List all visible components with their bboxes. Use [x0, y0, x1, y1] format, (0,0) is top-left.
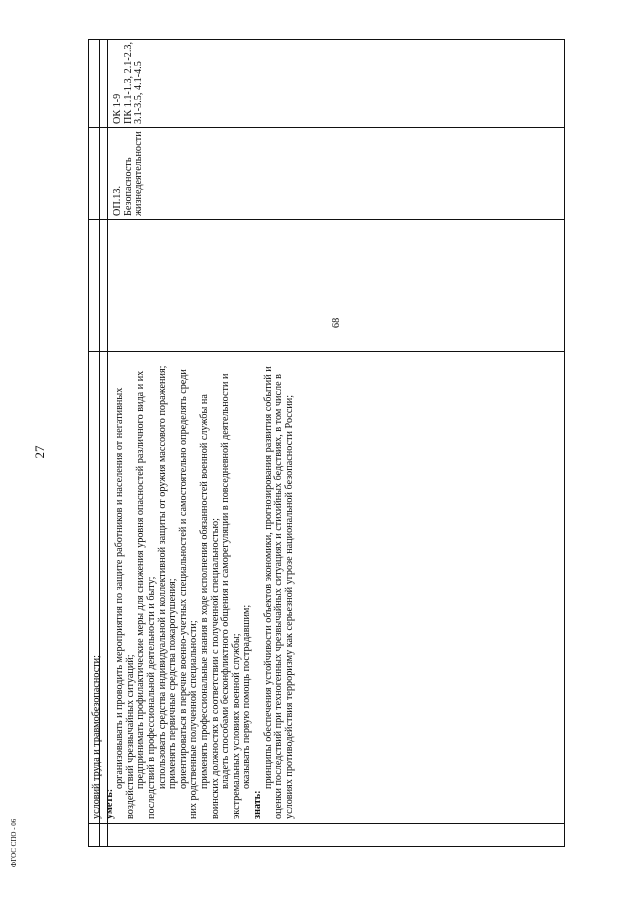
curriculum-table [88, 39, 565, 847]
competencies-cell: ОК 1-9 ПК 1.1-1.3, 2.1-2.3, 3.1-3.5, 4.1-4.5 [112, 41, 145, 124]
page-number: 27 [32, 445, 47, 459]
hours-cell: 68 [331, 317, 342, 328]
knowledge-item: принципы обеспечения устойчивости объектов экономики, прогнозирования развития событий и оценки последствий при техногенных чрезвычайных ситуациях и стихийных бедствиях, в том числе в условиях противодействия терроризму как серьезной угрозе национальной безопасности России; [262, 366, 295, 819]
page-footer: ФГОС СПО - 06 [10, 818, 18, 868]
skill-item: применять профессиональные знания в ходе исполнения обязанностей военной службы на воинских должностях в соответствии с полученной специальностью; [198, 394, 221, 819]
skill-item: использовать средства индивидуальной и коллективной защиты от оружия массового поражения; [156, 365, 168, 789]
skill-item: применять первичные средства пожаротушения; [167, 578, 179, 789]
column-divider [89, 127, 564, 128]
skills-heading: уметь: [103, 788, 115, 819]
skill-item: ориентироваться в перечне военно-учетных специальностей и самостоятельно определять среди них родственные полученной специальности; [177, 369, 200, 819]
skill-item: организовывать и проводить мероприятия по защите работников и населения от негативных воздействий чрезвычайных ситуаций; [114, 387, 136, 819]
knowledge-heading: знать: [251, 790, 263, 819]
previous-text: условий труда и травмобезопасности; [91, 655, 102, 819]
column-divider [89, 823, 564, 824]
column-divider [89, 351, 564, 352]
discipline-cell: ОП.13. Безопасность жизнедеятельности [112, 131, 145, 216]
skills-knowledge-cell [92, 354, 295, 819]
skill-item: оказывать первую помощь пострадавшим; [241, 604, 253, 789]
skill-item: владеть способами бесконфликтного общения и саморегуляции в повседневной деятельности и экстремальных условиях военной службы; [220, 373, 242, 819]
column-divider [89, 219, 564, 220]
skill-item: предпринимать профилактические меры для снижения уровня опасностей различного вида и их последствий в профессиональной деятельности и быту; [135, 370, 157, 819]
